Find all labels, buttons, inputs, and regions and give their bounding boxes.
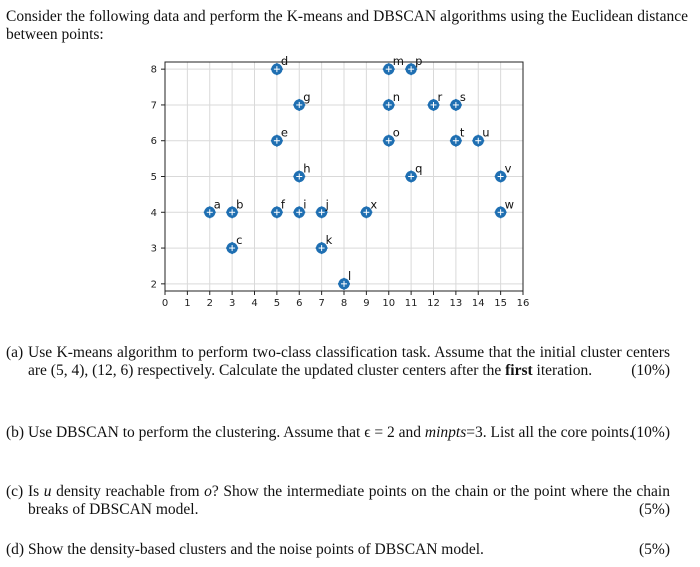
data-point-l	[338, 269, 351, 290]
x-tick-label: 12	[427, 298, 440, 309]
question-a-label: (a)	[6, 344, 24, 361]
problem-intro: Consider the following data and perform the K-means and DBSCAN algorithms using the Euclidean distance between points:	[6, 8, 688, 43]
y-tick-label: 2	[150, 279, 157, 291]
data-point-h	[293, 162, 310, 183]
x-tick-label: 6	[296, 298, 303, 309]
x-tick-label: 3	[228, 298, 236, 309]
question-c	[6, 483, 670, 519]
question-c-text: Is u density reachable from o? Show the intermediate points on the chain or the point where the chain breaks of DBSCAN model.	[28, 483, 670, 518]
y-tick-label: 4	[150, 207, 157, 219]
data-point-m	[383, 54, 404, 75]
data-point-a	[204, 197, 221, 218]
point-label: a	[213, 197, 221, 212]
data-point-p	[405, 54, 422, 75]
data-point-w	[495, 197, 514, 218]
question-b-text: Use DBSCAN to perform the clustering. Assume that ϵ = 2 and minpts=3. List all the core points.	[28, 424, 633, 441]
data-point-e	[271, 126, 288, 147]
data-point-s	[450, 90, 466, 111]
x-tick-label: 8	[340, 298, 348, 309]
data-point-g	[293, 90, 310, 111]
point-label: r	[437, 89, 443, 104]
data-point-q	[405, 162, 422, 183]
emphasis-first: first	[505, 362, 533, 379]
point-label: m	[392, 54, 404, 69]
point-label: b	[236, 197, 244, 212]
question-d-label: (d)	[6, 541, 25, 558]
y-tick-label: 7	[150, 100, 157, 112]
x-tick-label: 11	[404, 298, 418, 309]
point-label: k	[325, 233, 333, 248]
epsilon-symbol: ϵ	[364, 424, 371, 441]
point-label: q	[415, 161, 423, 176]
x-tick-label: 14	[471, 298, 485, 309]
question-d-points: (5%)	[639, 541, 670, 558]
data-point-j	[316, 197, 329, 218]
x-tick-label: 7	[318, 298, 325, 309]
question-b-label: (b)	[6, 424, 25, 441]
data-point-v	[495, 162, 512, 183]
x-tick-label: 4	[251, 298, 258, 309]
x-tick-label: 1	[184, 298, 191, 309]
data-point-f	[271, 197, 286, 218]
question-c-label: (c)	[6, 483, 24, 500]
x-tick-label: 13	[449, 298, 463, 309]
y-tick-label: 5	[150, 172, 157, 183]
x-tick-label: 16	[516, 298, 530, 309]
minpts-term: minpts	[424, 424, 467, 441]
point-label: j	[325, 197, 329, 212]
x-tick-label: 10	[382, 298, 396, 309]
data-point-b	[226, 197, 243, 218]
point-label: t	[459, 125, 465, 140]
point-label: p	[415, 54, 423, 69]
question-d-text: Show the density-based clusters and the noise points of DBSCAN model.	[28, 541, 484, 558]
term-u: u	[43, 483, 52, 500]
question-b-points: (10%)	[631, 424, 670, 441]
point-label: e	[280, 125, 288, 140]
point-label: h	[303, 161, 311, 176]
point-label: i	[303, 197, 307, 212]
question-a	[6, 344, 670, 380]
point-label: n	[392, 89, 401, 104]
point-label: s	[459, 89, 466, 104]
question-d	[6, 541, 670, 559]
point-label: o	[392, 125, 400, 140]
point-label: u	[482, 125, 490, 140]
data-point-n	[383, 90, 400, 111]
x-tick-label: 9	[363, 298, 370, 309]
plot-points	[204, 54, 514, 290]
point-label: l	[348, 268, 352, 283]
plot-axes	[151, 62, 530, 309]
x-tick-label: 0	[161, 298, 169, 309]
data-point-r	[428, 90, 443, 111]
data-point-i	[293, 197, 306, 218]
data-point-c	[226, 233, 242, 254]
y-tick-label: 3	[150, 243, 157, 255]
point-label: v	[504, 161, 512, 176]
data-point-u	[472, 126, 489, 147]
question-a-points: (10%)	[631, 362, 670, 379]
data-point-k	[316, 233, 333, 254]
point-label: w	[504, 197, 515, 212]
point-label: g	[303, 89, 311, 104]
point-label: f	[280, 197, 285, 212]
question-c-points: (5%)	[639, 501, 670, 518]
term-o: o	[204, 483, 212, 500]
point-label: d	[280, 54, 289, 69]
x-tick-label: 15	[494, 298, 507, 309]
question-a-text: Use K-means algorithm to perform two-class classification task. Assume that the initial cluster centers are (5, 4), (12, 6) respectively. Calculate the updated cluster centers after the first iteration.	[28, 344, 670, 379]
y-tick-label: 6	[150, 136, 157, 148]
y-tick-label: 8	[150, 64, 157, 76]
x-tick-label: 2	[206, 298, 213, 309]
data-point-o	[383, 126, 400, 147]
point-label: x	[370, 197, 378, 212]
plot-grid	[165, 62, 523, 291]
data-point-d	[271, 54, 288, 75]
x-tick-label: 5	[273, 298, 281, 309]
question-b	[6, 424, 670, 442]
point-label: c	[236, 233, 243, 248]
data-point-t	[450, 126, 465, 147]
data-point-x	[360, 197, 377, 218]
